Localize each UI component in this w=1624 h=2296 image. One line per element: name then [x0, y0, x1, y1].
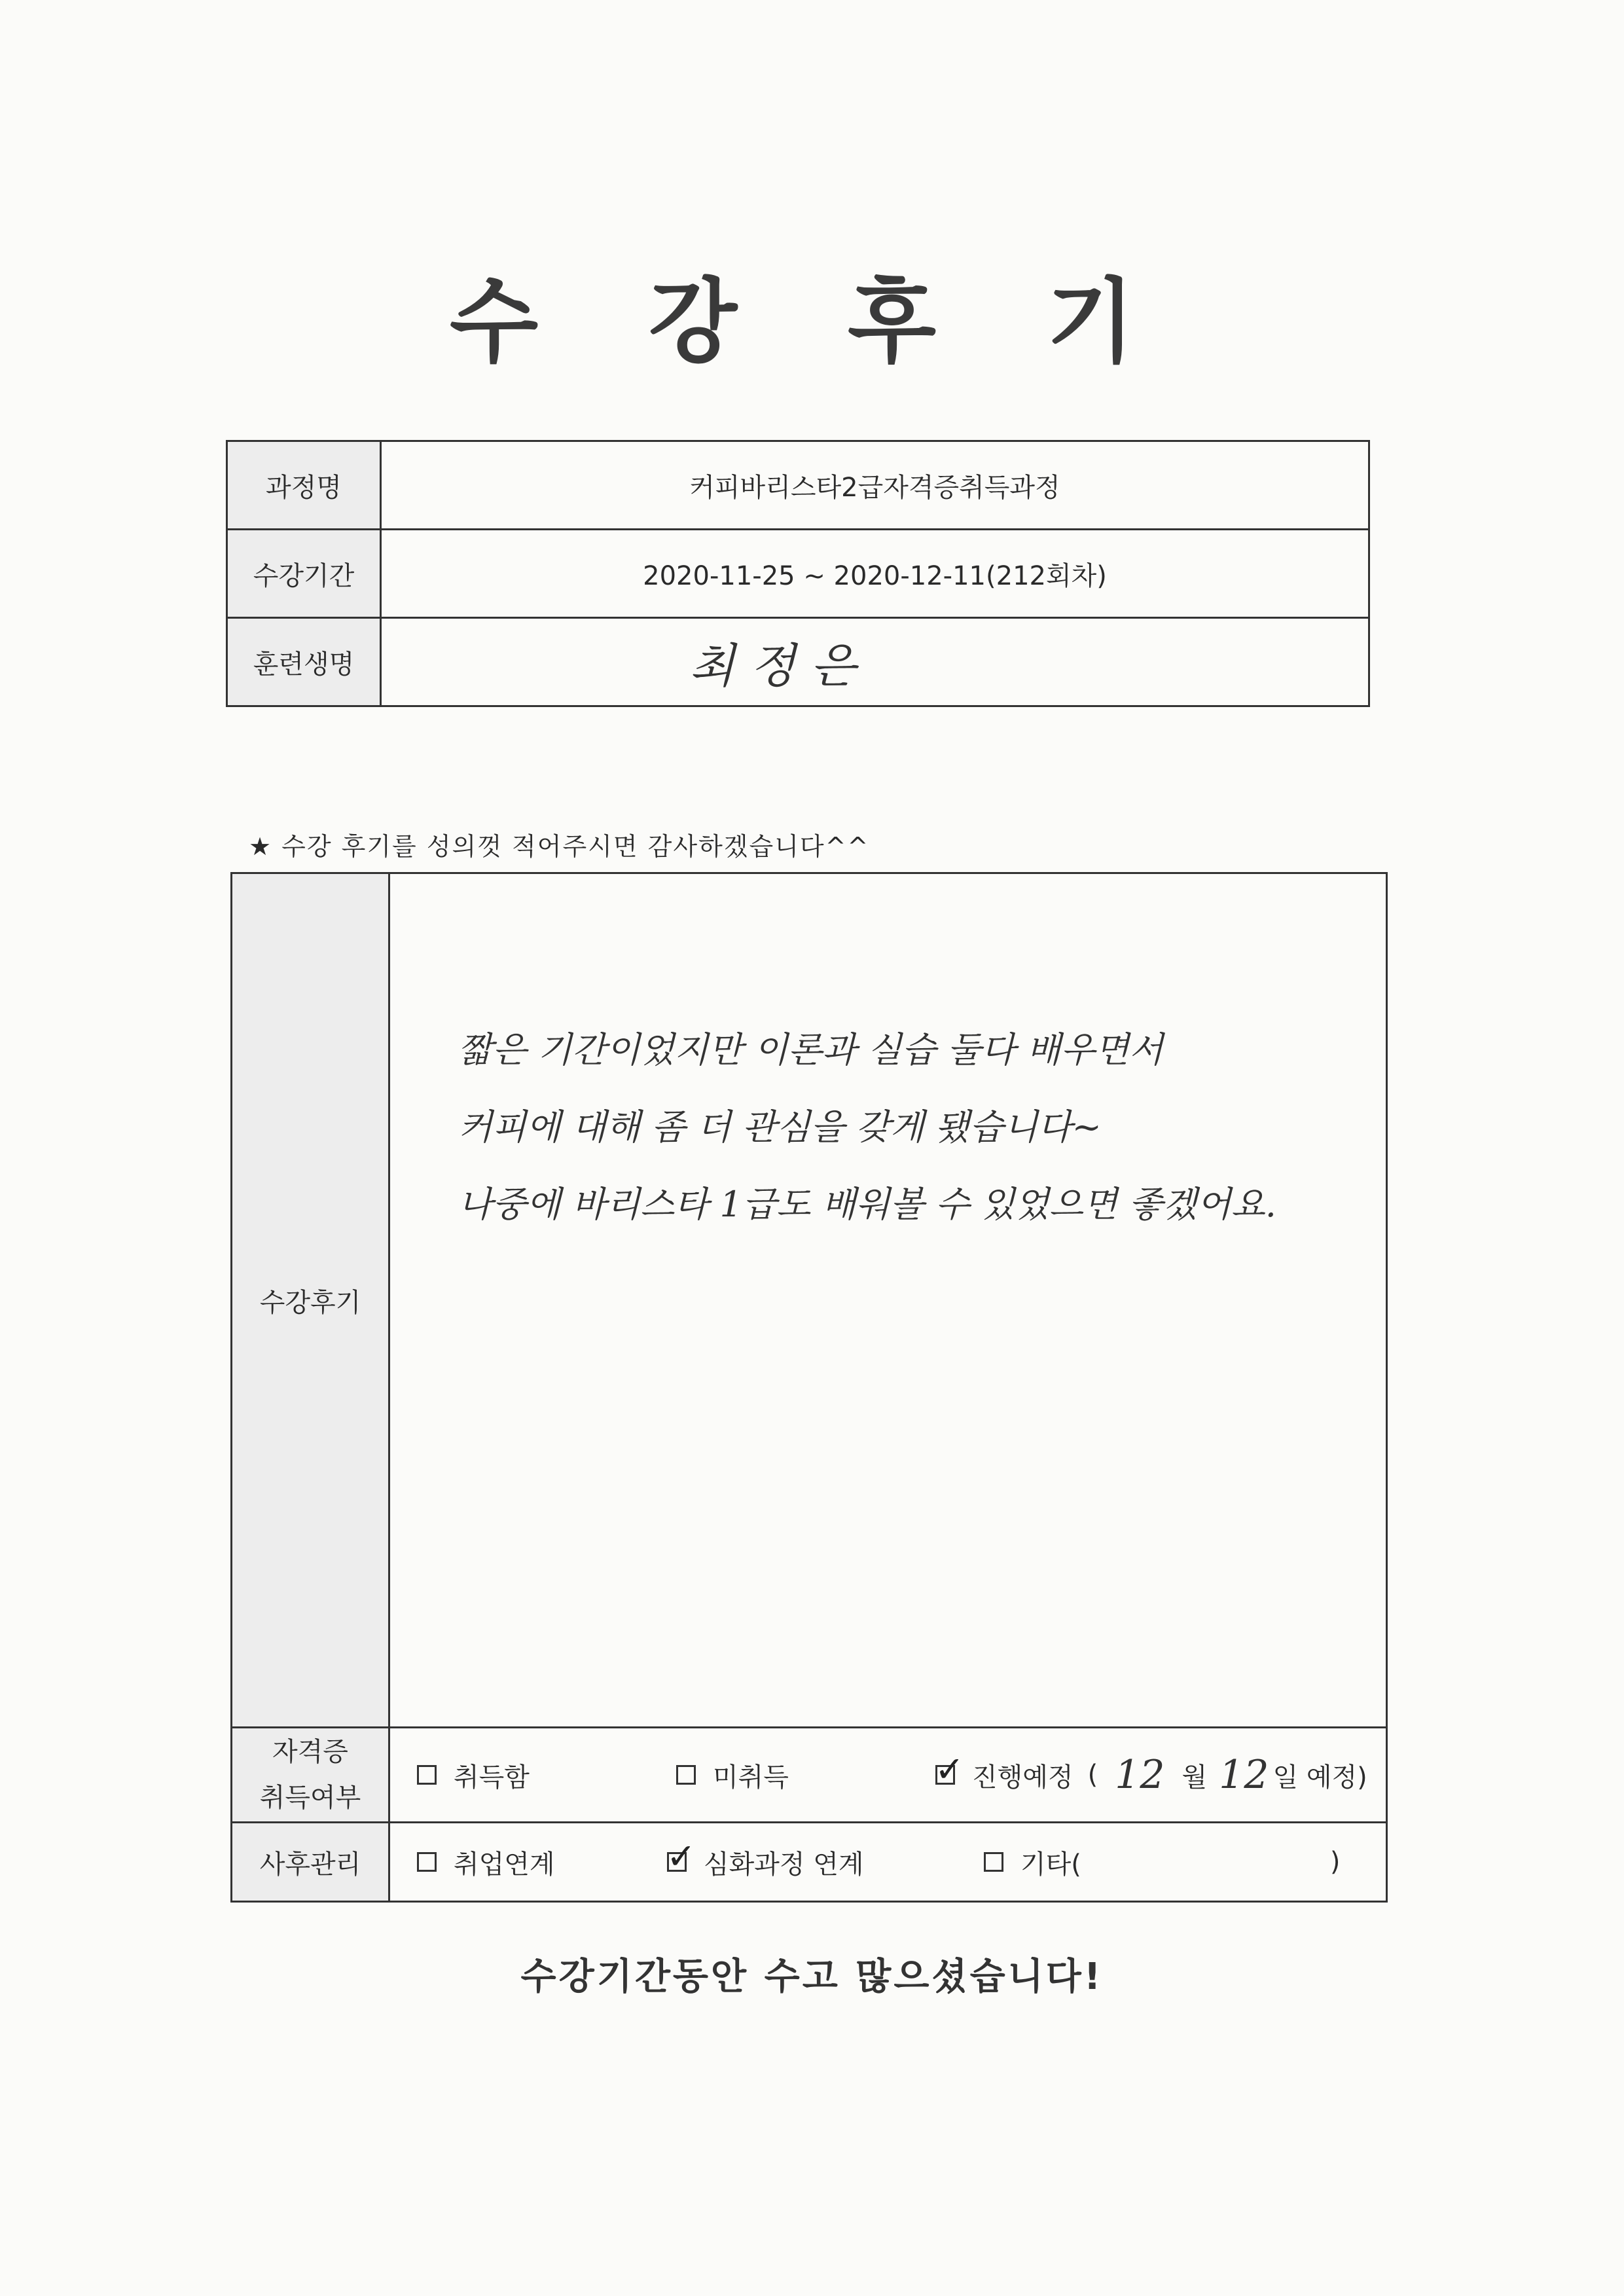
review-handwritten-text	[458, 1011, 1276, 1243]
review-line: 짧은 기간이었지만 이론과 실습 둘다 배우면서	[458, 1029, 1163, 1070]
scheduled-month-handwritten: 12	[1115, 1752, 1165, 1798]
option-acquired[interactable]	[417, 1757, 676, 1794]
trainee-row	[227, 618, 1369, 706]
aftercare-options	[389, 1823, 1387, 1902]
option-employment[interactable]	[417, 1844, 667, 1881]
aftercare-row	[232, 1823, 1387, 1902]
certification-options	[389, 1728, 1387, 1823]
closing-message: 수강기간동안 수고 많으셨습니다!	[520, 1956, 1104, 1998]
checkbox-icon[interactable]	[417, 1765, 437, 1785]
option-not-acquired[interactable]	[676, 1757, 935, 1794]
course-info-table	[226, 440, 1370, 707]
option-employment-label: 취업연계	[454, 1849, 555, 1880]
course-name-label: 과정명	[227, 441, 381, 530]
aftercare-label: 사후관리	[232, 1823, 389, 1902]
option-advanced-course[interactable]	[667, 1844, 984, 1881]
trainee-label: 훈련생명	[227, 618, 381, 706]
period-value: 2020-11-25 ~ 2020-12-11(212회차)	[381, 530, 1369, 618]
checkbox-icon[interactable]	[417, 1852, 437, 1872]
other-close-paren: )	[1329, 1847, 1341, 1877]
trainee-name-handwritten: 최 정 은	[381, 618, 1369, 706]
checkbox-icon[interactable]	[984, 1852, 1003, 1872]
checkbox-icon[interactable]	[676, 1765, 696, 1785]
certification-label-line2: 취득여부	[259, 1783, 361, 1813]
course-row	[227, 441, 1369, 530]
course-name-value: 커피바리스타2급자격증취득과정	[381, 441, 1369, 530]
option-other[interactable]	[984, 1844, 1341, 1881]
schedule-open-paren: (	[1087, 1760, 1098, 1790]
certification-label	[232, 1728, 389, 1823]
day-unit: 일 예정)	[1272, 1762, 1367, 1793]
checkmark-icon[interactable]	[935, 1765, 955, 1785]
review-line: 나중에 바리스타 1급도 배워볼 수 있었으면 좋겠어요.	[458, 1184, 1276, 1225]
option-scheduled[interactable]	[935, 1752, 1367, 1798]
certification-row	[232, 1728, 1387, 1823]
option-not-acquired-label: 미취득	[713, 1762, 789, 1793]
month-unit: 월	[1182, 1762, 1208, 1793]
review-line: 커피에 대해 좀 더 관심을 갖게 됐습니다~	[458, 1106, 1102, 1148]
period-label: 수강기간	[227, 530, 381, 618]
option-scheduled-label: 진행예정	[972, 1762, 1074, 1793]
review-row	[232, 873, 1387, 1728]
review-label: 수강후기	[232, 873, 389, 1728]
document-title: 수 강 후 기	[449, 269, 1175, 376]
period-row	[227, 530, 1369, 618]
scheduled-day-handwritten: 12	[1219, 1752, 1269, 1798]
option-advanced-course-label: 심화과정 연계	[704, 1849, 864, 1880]
option-other-label: 기타(	[1020, 1849, 1081, 1880]
option-acquired-label: 취득함	[454, 1762, 530, 1793]
review-body	[389, 873, 1387, 1728]
checkmark-icon[interactable]	[667, 1852, 687, 1872]
review-notice: ★ 수강 후기를 성의껏 적어주시면 감사하겠습니다^^	[249, 832, 870, 861]
certification-label-line1: 자격증	[272, 1737, 348, 1767]
